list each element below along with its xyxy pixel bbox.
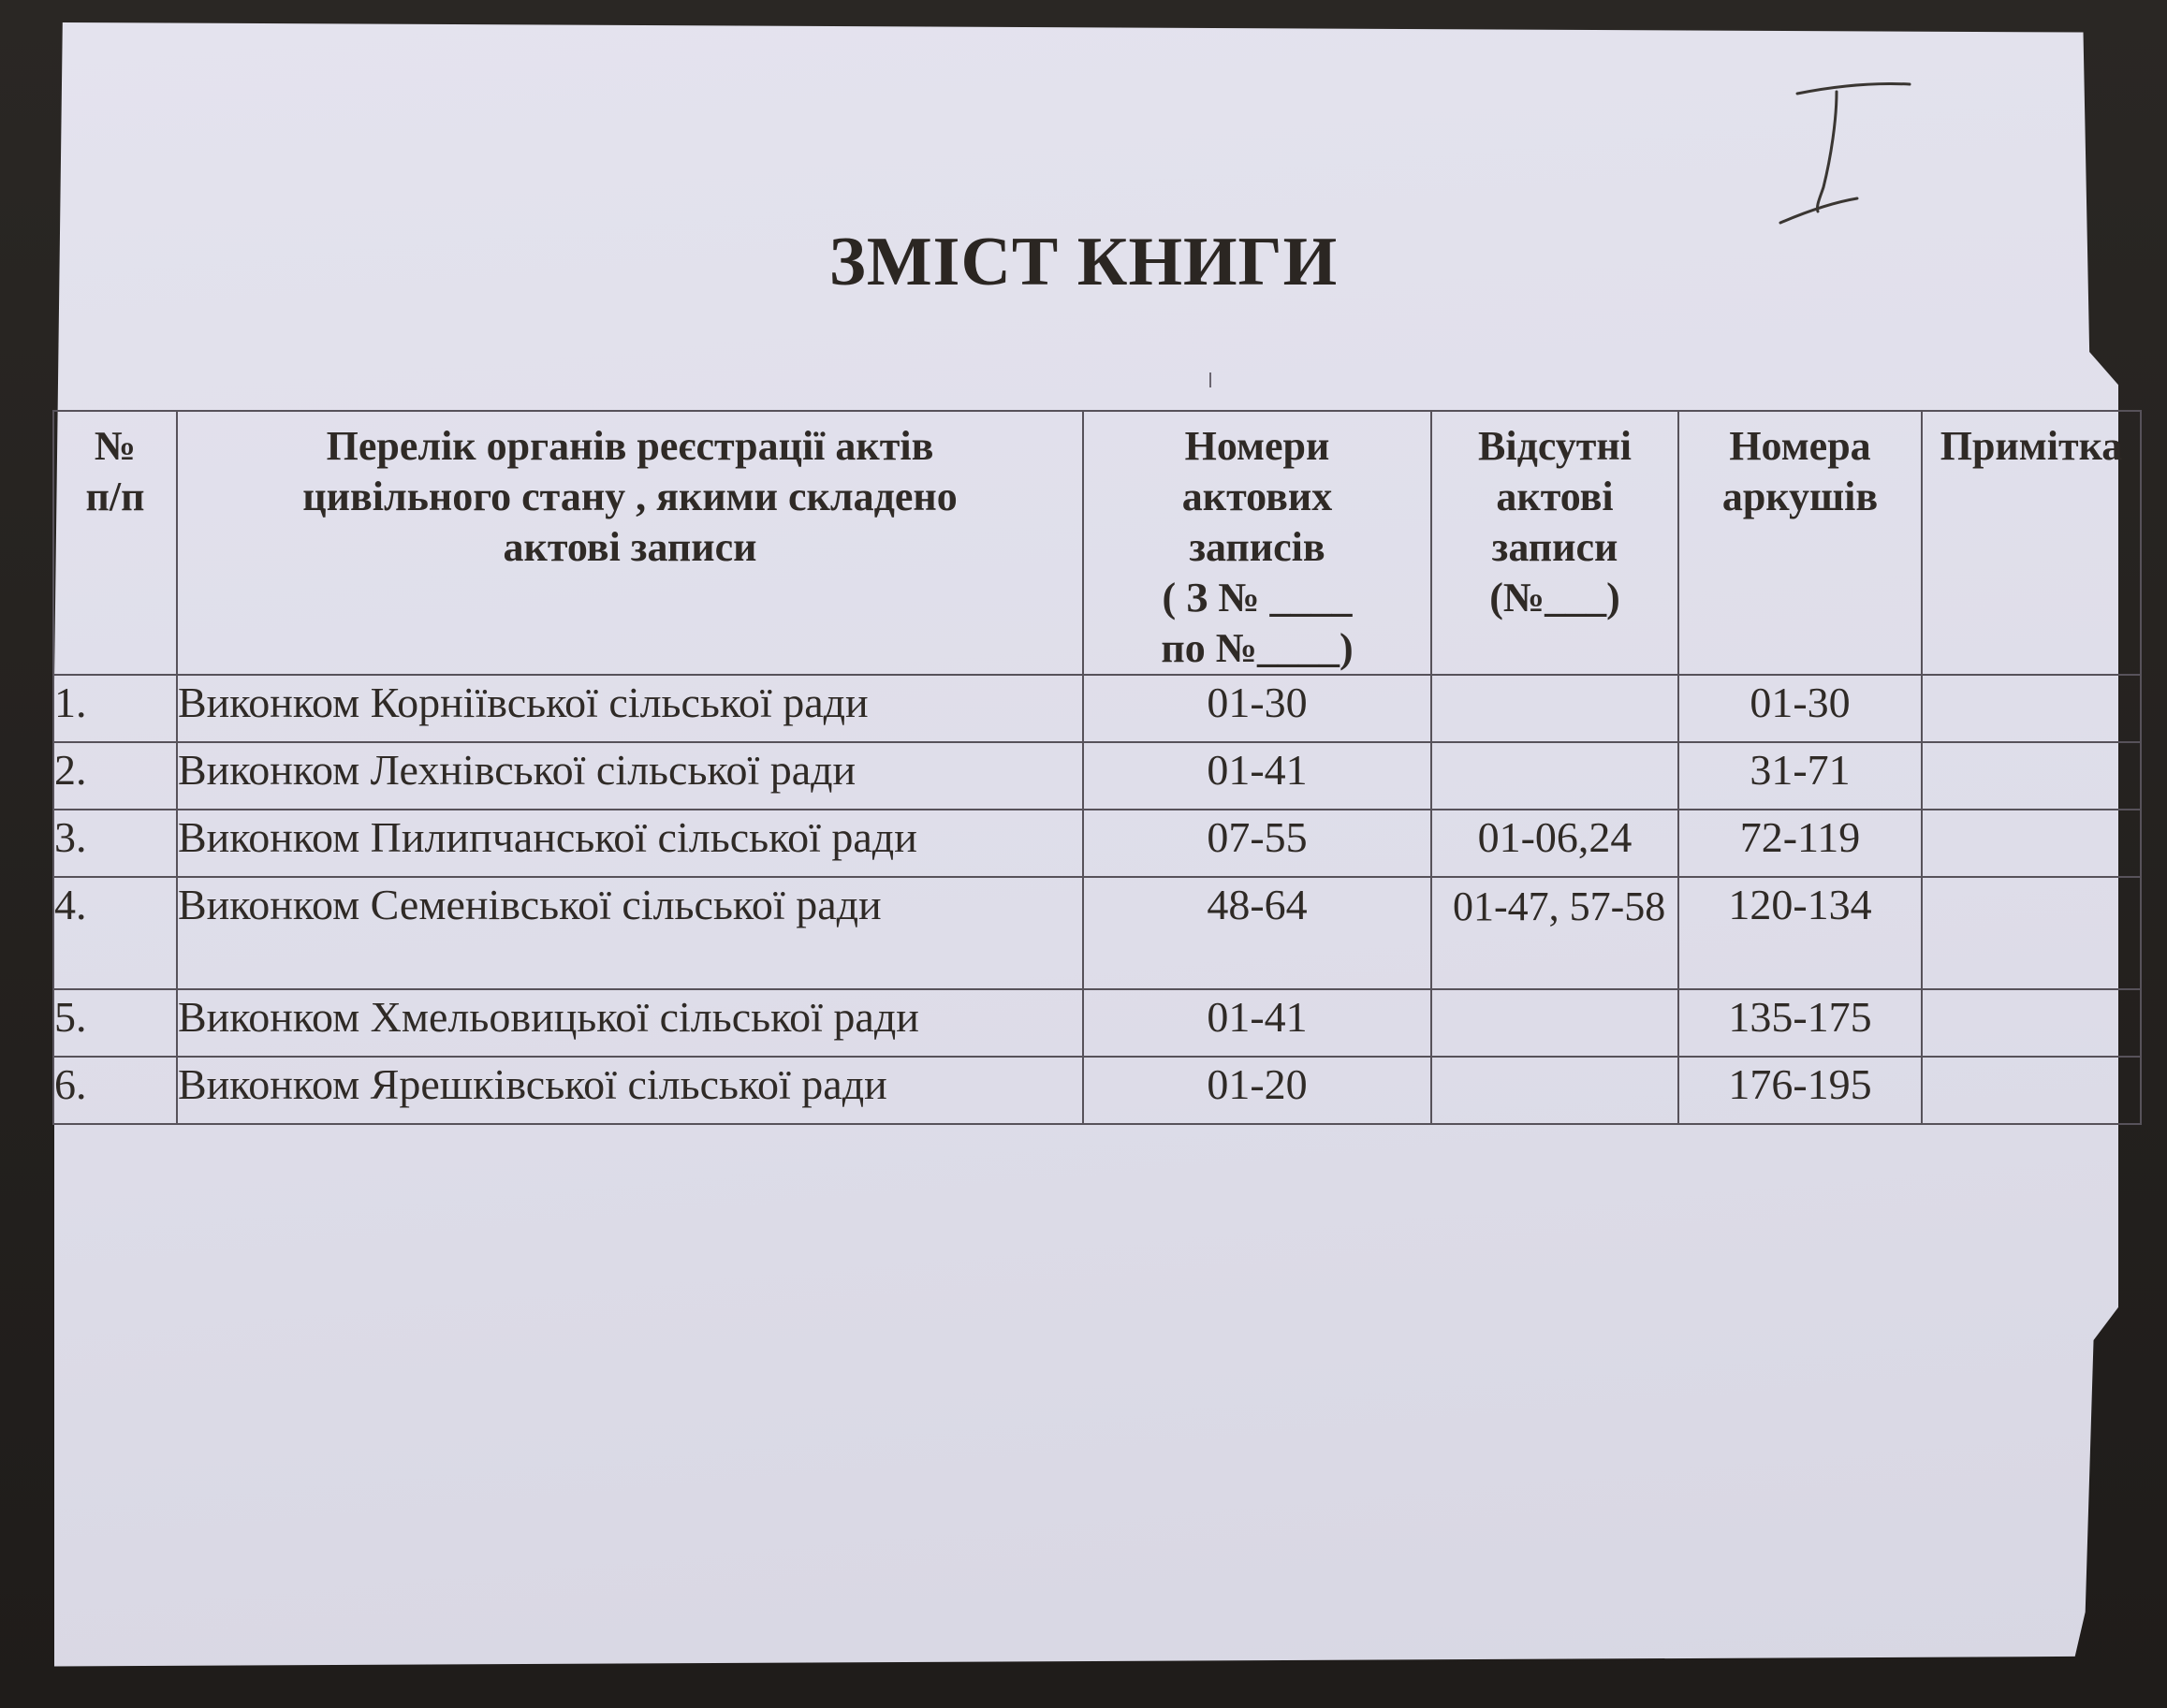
sheet-numbers: 01-30 [1678, 675, 1922, 742]
registry-body-name: Виконком Пилипчанської сільської ради [177, 810, 1083, 877]
row-number: 5. [53, 989, 177, 1057]
table-row [53, 742, 2141, 810]
registry-body-name: Виконком Ярешківської сільської ради [177, 1057, 1083, 1124]
row-number: 3. [53, 810, 177, 877]
note-cell [1922, 675, 2141, 742]
row-number: 6. [53, 1057, 177, 1124]
header-registry-bodies: Перелік органів реєстрації актів цивільного стану , якими складено актові записи [177, 411, 1083, 675]
act-numbers: 48-64 [1083, 877, 1431, 989]
table-row [53, 675, 2141, 742]
act-numbers: 01-20 [1083, 1057, 1431, 1124]
table-row [53, 989, 2141, 1057]
registry-body-name: Виконком Семенівської сільської ради [177, 877, 1083, 989]
note-cell [1922, 742, 2141, 810]
sheet-numbers: 31-71 [1678, 742, 1922, 810]
row-number: 2. [53, 742, 177, 810]
missing-acts [1431, 1057, 1678, 1124]
sheet-numbers: 135-175 [1678, 989, 1922, 1057]
row-number: 1. [53, 675, 177, 742]
header-number: № п/п [53, 411, 177, 675]
contents-table [52, 410, 2142, 1125]
missing-acts [1431, 742, 1678, 810]
sheet-numbers: 72-119 [1678, 810, 1922, 877]
missing-acts [1431, 989, 1678, 1057]
header-sheet-numbers: Номера аркушів [1678, 411, 1922, 675]
act-numbers: 01-41 [1083, 989, 1431, 1057]
missing-acts: 01-06,24 [1431, 810, 1678, 877]
sheet-numbers: 176-195 [1678, 1057, 1922, 1124]
header-row [53, 411, 2141, 675]
missing-acts [1431, 675, 1678, 742]
note-cell [1922, 1057, 2141, 1124]
header-missing-acts: Відсутні актові записи (№___) [1431, 411, 1678, 675]
registry-body-name: Виконком Лехнівської сільської ради [177, 742, 1083, 810]
note-cell [1922, 989, 2141, 1057]
header-act-numbers: Номери актових записів ( З № ____ по №____) [1083, 411, 1431, 675]
header-note: Примітка [1922, 411, 2141, 675]
act-numbers: 01-41 [1083, 742, 1431, 810]
registry-body-name: Виконком Хмельовицької сільської ради [177, 989, 1083, 1057]
document-title: ЗМІСТ КНИГИ [828, 224, 1339, 300]
table-row [53, 810, 2141, 877]
act-numbers: 07-55 [1083, 810, 1431, 877]
note-cell [1922, 877, 2141, 989]
sheet-numbers: 120-134 [1678, 877, 1922, 989]
registry-body-name: Виконком Корніївської сільської ради [177, 675, 1083, 742]
row-number: 4. [53, 877, 177, 989]
handwritten-roman-numeral-mark [1779, 82, 1928, 241]
act-numbers: 01-30 [1083, 675, 1431, 742]
note-cell [1922, 810, 2141, 877]
missing-acts: 01-47, 57-58 [1431, 877, 1678, 989]
table-row [53, 877, 2141, 989]
table-row [53, 1057, 2141, 1124]
stray-mark [1209, 372, 1211, 387]
